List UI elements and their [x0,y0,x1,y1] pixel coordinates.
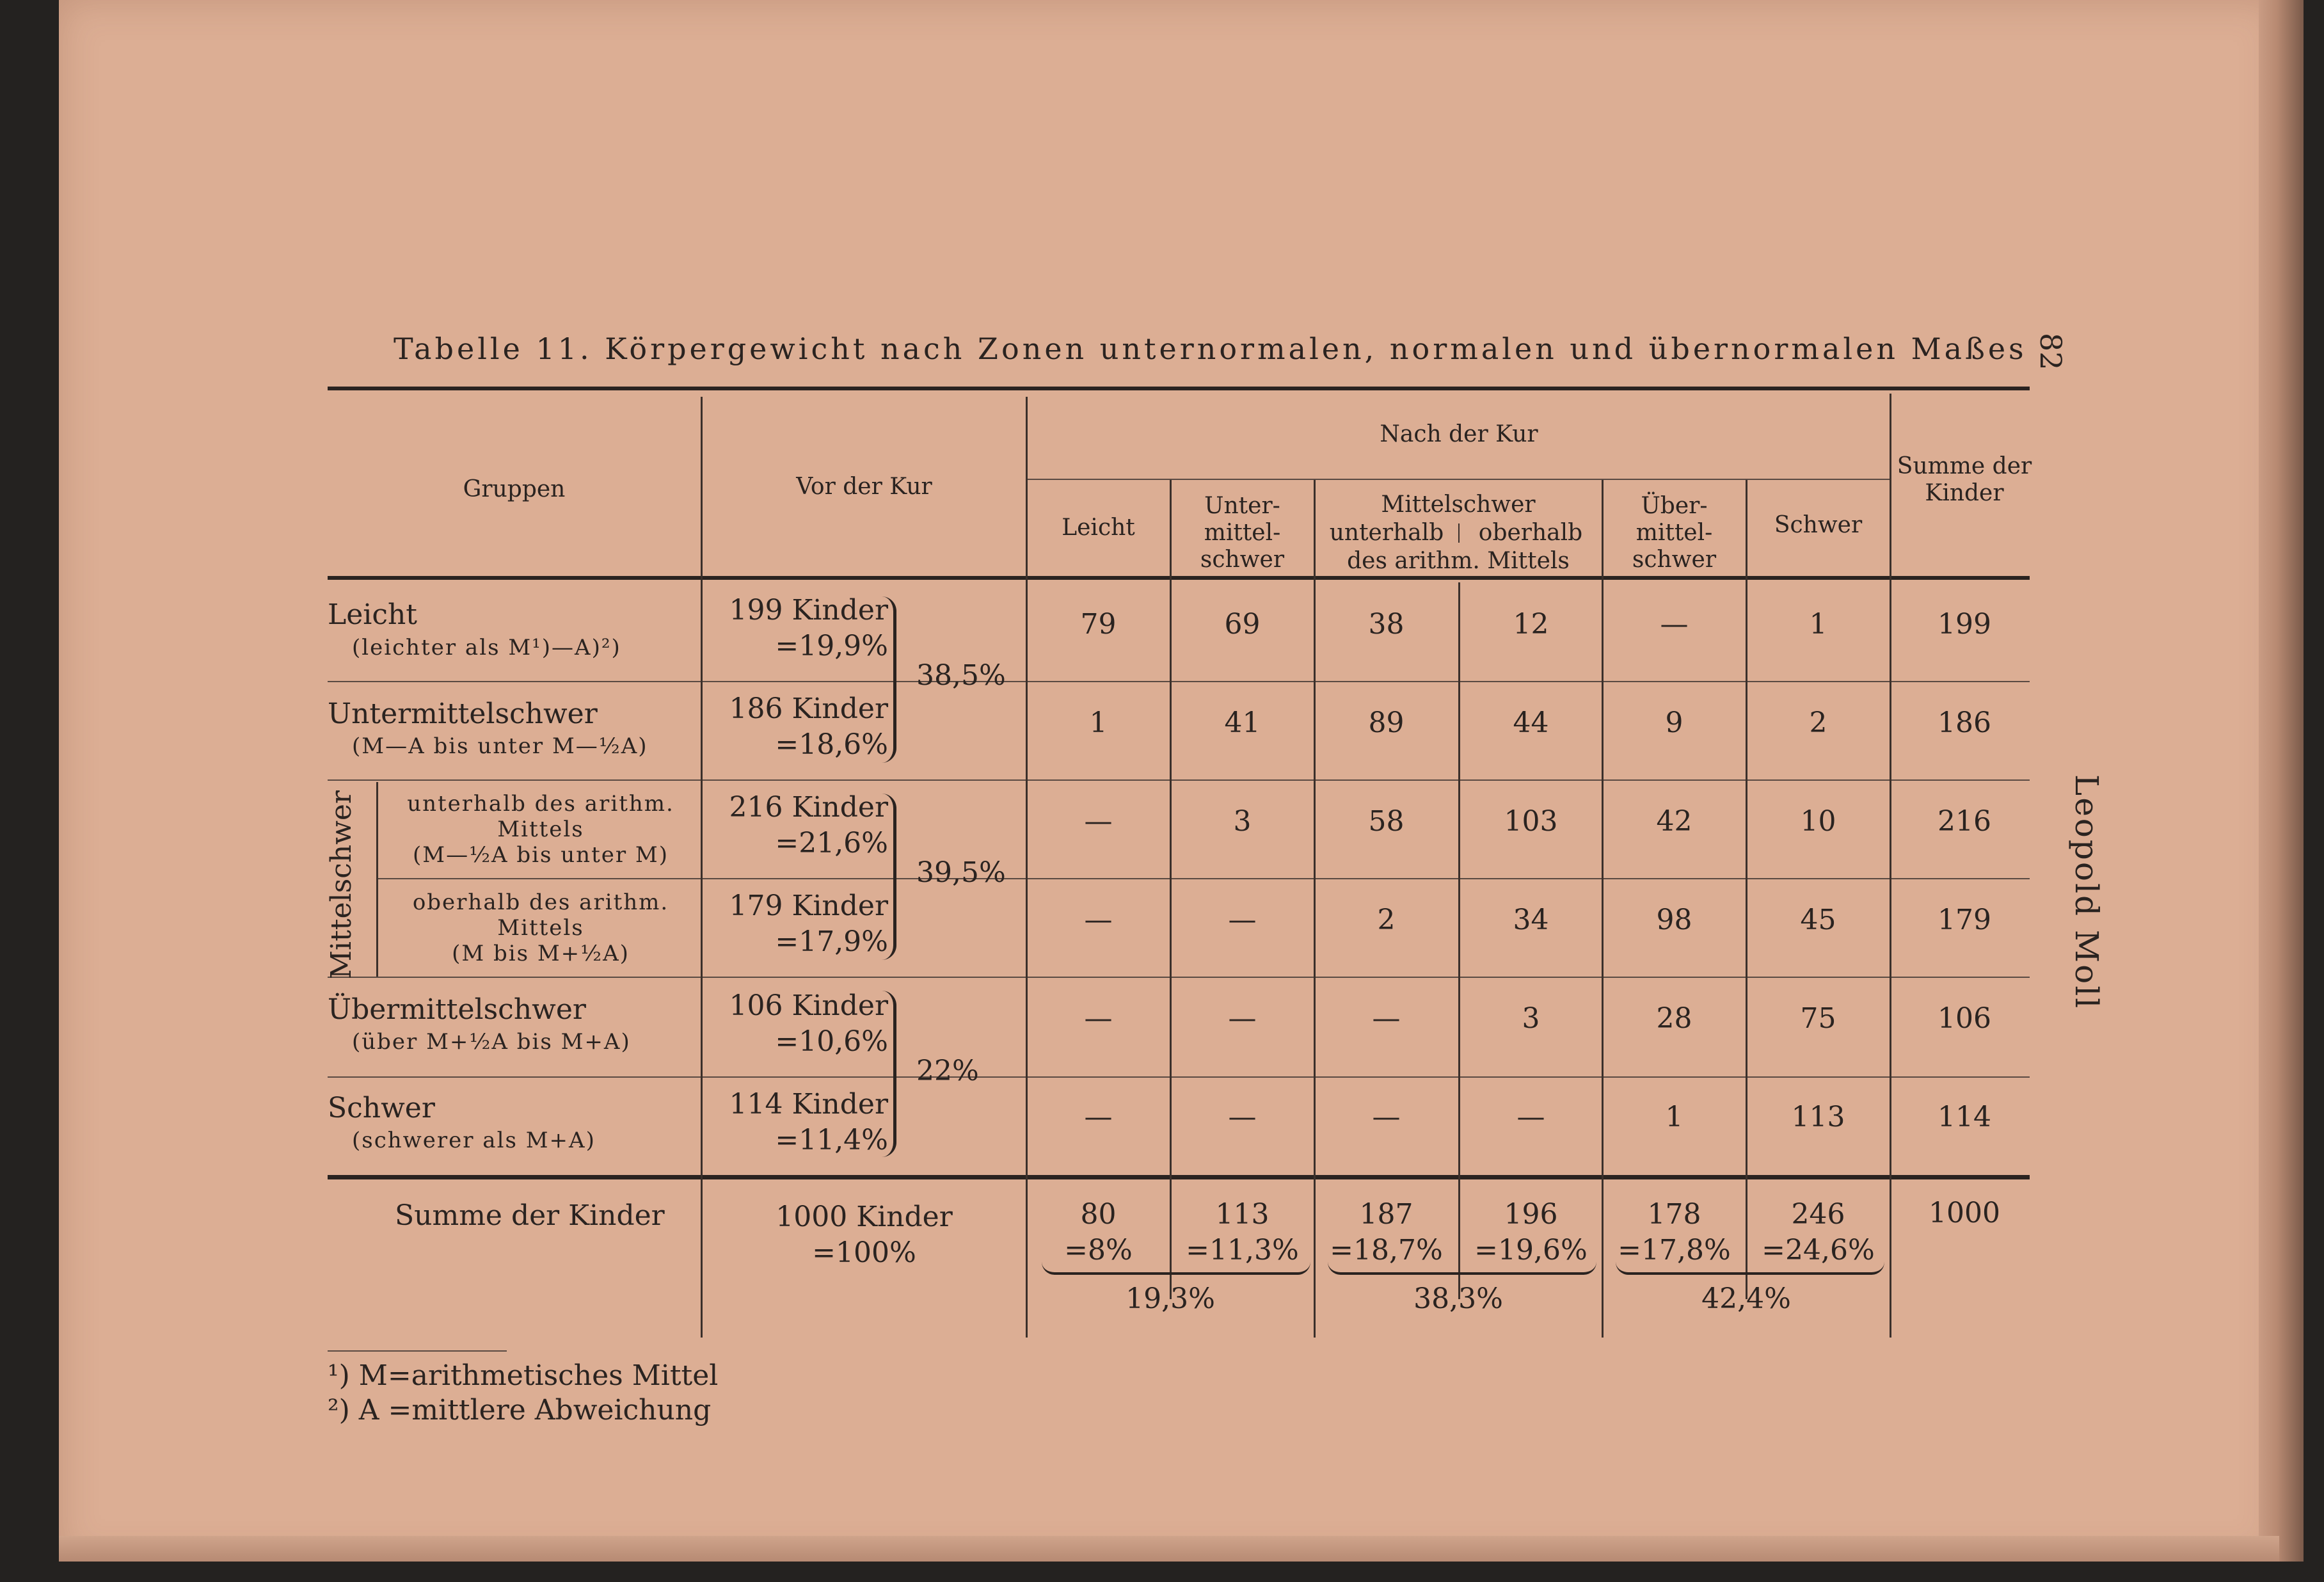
table-cell: — [1228,904,1257,936]
total-cell-line: 80 [1080,1198,1117,1231]
total-cell-line: =24,6% [1762,1234,1875,1266]
table-cell: 41 [1224,707,1261,739]
table-cell: 42 [1656,805,1692,838]
table-cell: 79 [1080,608,1117,641]
header-vor: Vor der Kur [796,474,932,500]
table-cell: 69 [1224,608,1261,641]
row-label-untermittel: Untermittelschwer [328,698,598,730]
row-sum: 179 [1938,904,1991,936]
row-sub-leicht: (leichter als M¹)—A)²) [352,635,621,660]
table-cell: — [1084,805,1113,838]
vor-cell: 199 Kinder =19,9% [729,594,888,662]
total-cell [1460,1197,1602,1268]
table-cell: 38 [1368,608,1405,641]
table-cell: — [1516,1101,1545,1133]
total-cell [1603,1197,1746,1268]
running-head: Leopold Moll [2068,774,2105,1011]
vor-cell: 114 Kinder =11,4% [729,1088,888,1156]
row-sum: 199 [1938,608,1991,641]
total-label: Summe der Kinder [395,1199,665,1232]
header-rule [328,576,2030,580]
table-cell: 1 [1809,608,1827,641]
underbrace [1328,1261,1596,1275]
table-cell: 34 [1513,904,1549,936]
header-untermittel: Unter- mittel- schwer [1200,493,1285,573]
header-mid-divider [1458,523,1460,543]
page-bottom-edge [59,1536,2279,1562]
nach-subrule [1027,479,1891,480]
total-cell-line: 178 [1647,1198,1701,1231]
table-cell: — [1084,904,1113,936]
group-brace [882,794,896,960]
table-title: Tabelle 11. Körpergewicht nach Zonen unternormalen, normalen und übernormalen Maßes [394,332,2027,366]
row-sub-uebermittel: (über M+½A bis M+A) [352,1029,631,1055]
table-cell: 44 [1513,707,1549,739]
footnote-1: ¹) M=arithmetisches Mittel [328,1359,719,1392]
top-rule [328,387,2030,390]
group-brace [882,596,896,763]
table-cell: 75 [1800,1002,1836,1035]
underbrace [1616,1261,1884,1275]
book-page [59,0,2279,1562]
row-divider [328,779,2030,781]
total-cell [1027,1197,1170,1268]
col-divider [1890,394,1891,1338]
total-cell-line: 246 [1791,1198,1845,1231]
col-divider [1746,480,1747,1299]
row-divider [378,878,2030,879]
row-label-uebermittel: Übermittelschwer [328,993,586,1026]
row-divider [328,977,2030,978]
table-cell: 98 [1656,904,1692,936]
table-cell: 1 [1089,707,1108,739]
table-cell: 28 [1656,1002,1692,1035]
vor-cell: 106 Kinder =10,6% [729,989,888,1058]
table-cell: 3 [1522,1002,1540,1035]
row-sum: 106 [1938,1002,1991,1035]
col-divider [1458,582,1460,1299]
vor-cell: 216 Kinder =21,6% [729,791,888,859]
total-cell-line: =11,3% [1186,1234,1299,1266]
total-group: 42,4% [1701,1282,1791,1315]
page-edge [2259,0,2304,1562]
header-arithm: des arithm. Mittels [1347,548,1570,574]
table-cell: 103 [1504,805,1558,838]
table-cell: 9 [1665,707,1683,739]
row-sub-oberhalb: oberhalb des arithm. Mittels (M bis M+½A) [412,890,669,966]
header-summe: Summe der Kinder [1897,453,2032,506]
total-cell-line: 187 [1359,1198,1413,1231]
table-cell: 45 [1800,904,1836,936]
vor-cell: 179 Kinder =17,9% [729,890,888,958]
table-cell: — [1228,1101,1257,1133]
total-cell [1315,1197,1458,1268]
total-group: 38,3% [1413,1282,1503,1315]
footnote-2: ²) A =mittlere Abweichung [328,1394,712,1426]
table-cell: — [1084,1002,1113,1035]
header-nach: Nach der Kur [1380,421,1538,447]
underbrace [1042,1261,1310,1275]
table-cell: 2 [1809,707,1827,739]
total-group: 19,3% [1126,1282,1215,1315]
table-cell: — [1372,1101,1401,1133]
total-sum: 1000 [1929,1197,2000,1229]
total-cell-line: =17,8% [1618,1234,1731,1266]
header-uebermittel: Über- mittel- schwer [1632,493,1717,573]
row-sum: 186 [1938,707,1991,739]
page-number: 82 [2034,333,2068,371]
table-cell: — [1372,1002,1401,1035]
table-cell: 113 [1791,1101,1845,1133]
table-cell: — [1228,1002,1257,1035]
row-divider [328,681,2030,682]
group-percent: 39,5% [916,856,1006,889]
group-percent: 22% [916,1055,979,1087]
group-percent: 38,5% [916,659,1006,692]
header-unterhalb: unterhalb [1329,520,1444,546]
row-sum: 114 [1938,1101,1991,1133]
table-cell: 3 [1233,805,1252,838]
total-cell-line: =19,6% [1474,1234,1588,1266]
row-sub-untermittel: (M—A bis unter M—½A) [352,733,648,759]
row-sub-unterhalb: unterhalb des arithm. Mittels (M—½A bis unter M) [407,791,674,868]
header-mittelschwer: Mittelschwer [1381,491,1536,518]
mittelschwer-vertical-label: Mittelschwer [325,790,358,979]
vor-cell: 186 Kinder =18,6% [729,692,888,761]
table-cell: 1 [1665,1101,1683,1133]
table-cell: — [1660,608,1689,641]
table-cell: — [1084,1101,1113,1133]
header-leicht: Leicht [1062,515,1135,541]
row-label-schwer: Schwer [328,1092,435,1124]
total-cell [1747,1197,1890,1268]
table-cell: 10 [1800,805,1836,838]
total-cell-line: =18,7% [1330,1234,1443,1266]
footnote-rule [328,1350,507,1352]
table-cell: 12 [1513,608,1549,641]
header-oberhalb: oberhalb [1478,520,1583,546]
table-cell: 58 [1368,805,1405,838]
table-cell: 2 [1377,904,1396,936]
group-brace [882,991,896,1157]
row-label-leicht: Leicht [328,598,417,631]
total-cell [1171,1197,1314,1268]
total-cell-line: 113 [1215,1198,1269,1231]
total-cell-line: 196 [1504,1198,1558,1231]
total-vor: 1000 Kinder =100% [776,1201,953,1269]
table-cell: 89 [1368,707,1405,739]
total-cell-line: =8% [1064,1234,1133,1266]
row-divider [328,1076,2030,1078]
header-gruppen: Gruppen [463,476,566,502]
total-rule [328,1175,2030,1179]
col-divider [1170,480,1172,1299]
header-schwer: Schwer [1774,512,1863,538]
row-sum: 216 [1938,805,1991,838]
row-sub-schwer: (schwerer als M+A) [352,1128,596,1153]
